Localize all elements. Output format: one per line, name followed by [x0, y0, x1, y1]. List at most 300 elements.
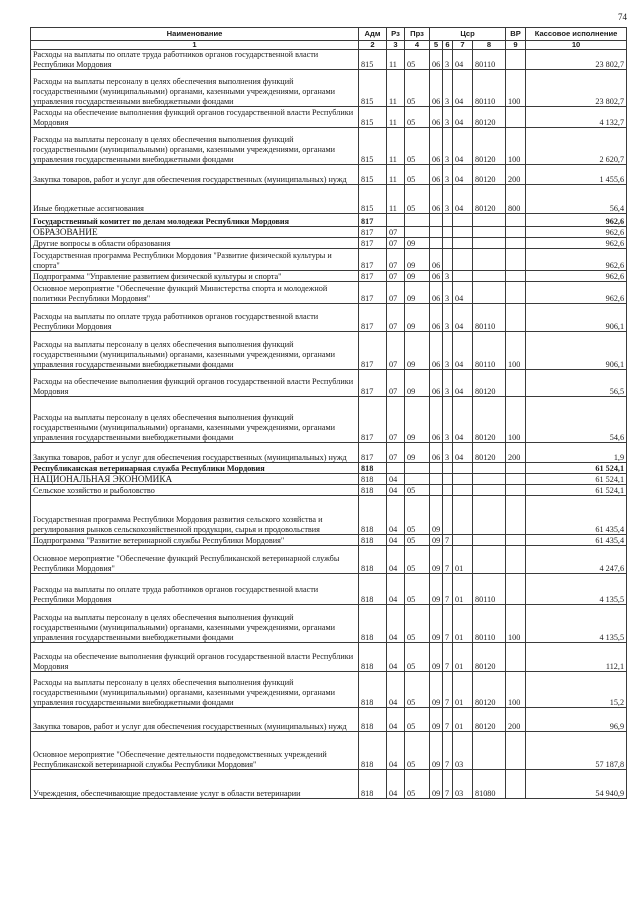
row-csr-subprogram: 3: [443, 165, 453, 185]
row-amount: 56,4: [526, 185, 627, 214]
row-prz: 09: [405, 304, 430, 332]
row-vr: [506, 643, 526, 672]
row-vr: [506, 535, 526, 546]
row-prz: [405, 474, 430, 485]
row-csr-program: 09: [430, 535, 443, 546]
row-csr-subprogram: 3: [443, 107, 453, 128]
row-name: Иные бюджетные ассигнования: [31, 185, 359, 214]
row-csr-subprogram: 7: [443, 546, 453, 574]
row-prz: 05: [405, 708, 430, 732]
row-amount: 61 435,4: [526, 535, 627, 546]
row-vr: [506, 50, 526, 70]
row-csr-subprogram: 3: [443, 185, 453, 214]
row-adm: 817: [359, 332, 387, 370]
row-rz: 11: [387, 165, 405, 185]
row-csr-program: 06: [430, 185, 443, 214]
row-amount: 962,6: [526, 227, 627, 238]
row-csr-program: 06: [430, 282, 443, 304]
row-name: Основное мероприятие "Обеспечение деятельности подведомственных учреждений Республиканской ветеринарной службы Республики Мордовия": [31, 732, 359, 770]
row-vr: [506, 271, 526, 282]
row-csr-direction: 80110: [473, 332, 506, 370]
row-csr-subprogram: 3: [443, 443, 453, 463]
row-csr-event: [453, 214, 473, 227]
row-name: Сельское хозяйство и рыболовство: [31, 485, 359, 496]
row-csr-direction: 80120: [473, 107, 506, 128]
row-rz: 07: [387, 271, 405, 282]
column-number: 1: [31, 41, 359, 50]
row-rz: 11: [387, 107, 405, 128]
row-rz: 07: [387, 397, 405, 443]
row-csr-event: [453, 496, 473, 535]
row-amount: 61 435,4: [526, 496, 627, 535]
row-csr-direction: [473, 732, 506, 770]
row-csr-event: 03: [453, 732, 473, 770]
row-csr-event: 01: [453, 574, 473, 605]
table-row: [31, 107, 627, 128]
row-csr-program: 09: [430, 672, 443, 708]
row-rz: 04: [387, 496, 405, 535]
row-csr-event: [453, 249, 473, 271]
row-csr-direction: [473, 214, 506, 227]
header-cash-execution: Кассовое исполнение: [526, 28, 627, 41]
row-rz: 04: [387, 643, 405, 672]
row-adm: 815: [359, 185, 387, 214]
row-csr-direction: 80120: [473, 643, 506, 672]
row-csr-event: [453, 485, 473, 496]
row-csr-program: 09: [430, 574, 443, 605]
row-csr-program: 06: [430, 107, 443, 128]
row-adm: 817: [359, 443, 387, 463]
row-prz: 09: [405, 332, 430, 370]
row-adm: 818: [359, 605, 387, 643]
table-row: [31, 282, 627, 304]
row-vr: 100: [506, 672, 526, 708]
row-name: Государственная программа Республики Мордовия "Развитие физической культуры и спорта": [31, 249, 359, 271]
row-name: Основное мероприятие "Обеспечение функций Министерства спорта и молодежной политики Республики Мордовия": [31, 282, 359, 304]
row-csr-event: 04: [453, 50, 473, 70]
row-vr: 100: [506, 397, 526, 443]
table-row: [31, 271, 627, 282]
row-csr-program: 06: [430, 370, 443, 397]
row-name: Расходы на выплаты по оплате труда работников органов государственной власти Республики Мордовия: [31, 50, 359, 70]
row-adm: 817: [359, 227, 387, 238]
row-prz: 05: [405, 165, 430, 185]
row-csr-program: 06: [430, 249, 443, 271]
row-rz: 07: [387, 282, 405, 304]
row-name: НАЦИОНАЛЬНАЯ ЭКОНОМИКА: [31, 474, 359, 485]
column-number: 10: [526, 41, 627, 50]
row-csr-event: [453, 227, 473, 238]
row-csr-program: 09: [430, 708, 443, 732]
row-name: Государственная программа Республики Мордовия развития сельского хозяйства и регулирования рынков сельскохозяйственной продукции, сырья и продовольствия: [31, 496, 359, 535]
page-number: 74: [618, 12, 627, 22]
row-rz: 07: [387, 238, 405, 249]
row-name: Закупка товаров, работ и услуг для обеспечения государственных (муниципальных) нужд: [31, 165, 359, 185]
row-rz: 07: [387, 370, 405, 397]
table-row: [31, 496, 627, 535]
row-csr-program: 09: [430, 643, 443, 672]
row-name: Другие вопросы в области образования: [31, 238, 359, 249]
row-amount: 61 524,1: [526, 474, 627, 485]
row-adm: 818: [359, 474, 387, 485]
row-csr-direction: [473, 496, 506, 535]
row-rz: 04: [387, 732, 405, 770]
row-name: Расходы на обеспечение выполнения функций органов государственной власти Республики Мордовия: [31, 370, 359, 397]
row-adm: 818: [359, 672, 387, 708]
row-vr: [506, 485, 526, 496]
row-vr: [506, 370, 526, 397]
row-vr: [506, 574, 526, 605]
row-csr-event: 04: [453, 128, 473, 165]
row-adm: 815: [359, 165, 387, 185]
row-amount: 962,6: [526, 214, 627, 227]
row-csr-event: [453, 271, 473, 282]
row-prz: 09: [405, 370, 430, 397]
row-csr-event: 04: [453, 185, 473, 214]
row-csr-program: 09: [430, 770, 443, 799]
row-csr-subprogram: 3: [443, 282, 453, 304]
table-row: [31, 397, 627, 443]
row-csr-event: 04: [453, 332, 473, 370]
row-name: Основное мероприятие "Обеспечение функций Республиканской ветеринарной службы Республики Мордовия": [31, 546, 359, 574]
row-prz: 05: [405, 185, 430, 214]
row-rz: 07: [387, 332, 405, 370]
row-prz: 05: [405, 535, 430, 546]
row-csr-event: 01: [453, 546, 473, 574]
row-adm: 815: [359, 128, 387, 165]
row-csr-subprogram: [443, 214, 453, 227]
table-row: [31, 546, 627, 574]
row-adm: 818: [359, 496, 387, 535]
row-amount: 23 802,7: [526, 50, 627, 70]
row-rz: 11: [387, 128, 405, 165]
row-csr-program: 09: [430, 732, 443, 770]
row-csr-subprogram: 3: [443, 332, 453, 370]
row-rz: 04: [387, 770, 405, 799]
row-csr-event: [453, 463, 473, 474]
row-csr-event: 04: [453, 370, 473, 397]
column-number: 6: [443, 41, 453, 50]
row-adm: 817: [359, 282, 387, 304]
row-vr: [506, 732, 526, 770]
row-csr-event: 01: [453, 708, 473, 732]
column-number: 5: [430, 41, 443, 50]
row-rz: 07: [387, 443, 405, 463]
row-csr-subprogram: 7: [443, 732, 453, 770]
row-prz: 05: [405, 107, 430, 128]
row-csr-program: 06: [430, 271, 443, 282]
row-rz: 04: [387, 546, 405, 574]
row-amount: 56,5: [526, 370, 627, 397]
row-vr: [506, 474, 526, 485]
row-prz: 05: [405, 546, 430, 574]
row-csr-direction: 80110: [473, 304, 506, 332]
row-name: Подпрограмма "Управление развитием физической культуры и спорта": [31, 271, 359, 282]
row-vr: [506, 249, 526, 271]
row-vr: 100: [506, 605, 526, 643]
row-amount: 4 135,5: [526, 605, 627, 643]
row-csr-program: [430, 485, 443, 496]
row-adm: 815: [359, 107, 387, 128]
header-csr: Цср: [430, 28, 506, 41]
row-csr-direction: 80110: [473, 70, 506, 107]
column-number: 9: [506, 41, 526, 50]
row-csr-program: 06: [430, 50, 443, 70]
row-rz: 07: [387, 227, 405, 238]
row-vr: [506, 238, 526, 249]
row-csr-program: [430, 238, 443, 249]
row-adm: 817: [359, 304, 387, 332]
row-adm: 818: [359, 770, 387, 799]
row-adm: 818: [359, 463, 387, 474]
row-prz: 09: [405, 249, 430, 271]
row-name: Расходы на обеспечение выполнения функций органов государственной власти Республики Мордовия: [31, 643, 359, 672]
row-csr-event: 04: [453, 70, 473, 107]
row-adm: 818: [359, 574, 387, 605]
header-prz: Прз: [405, 28, 430, 41]
row-rz: 04: [387, 474, 405, 485]
row-prz: 05: [405, 672, 430, 708]
row-prz: 05: [405, 605, 430, 643]
row-rz: 04: [387, 535, 405, 546]
row-amount: 1,9: [526, 443, 627, 463]
row-prz: 09: [405, 238, 430, 249]
row-name: Расходы на выплаты персоналу в целях обеспечения выполнения функций государственными (муниципальными) органами, казенными учреждениями, органами управления государственными внебюджетными фондами: [31, 332, 359, 370]
row-amount: 54,6: [526, 397, 627, 443]
row-csr-program: 06: [430, 443, 443, 463]
row-prz: [405, 227, 430, 238]
row-csr-direction: 80120: [473, 128, 506, 165]
row-csr-program: [430, 214, 443, 227]
row-amount: 962,6: [526, 238, 627, 249]
row-csr-subprogram: [443, 485, 453, 496]
row-amount: 962,6: [526, 249, 627, 271]
row-csr-direction: [473, 474, 506, 485]
row-csr-subprogram: [443, 463, 453, 474]
table-body: [31, 50, 627, 799]
row-adm: 815: [359, 50, 387, 70]
column-number-row: [31, 41, 627, 50]
row-csr-program: 06: [430, 70, 443, 107]
row-adm: 817: [359, 370, 387, 397]
row-csr-subprogram: 7: [443, 708, 453, 732]
row-name: Закупка товаров, работ и услуг для обеспечения государственных (муниципальных) нужд: [31, 708, 359, 732]
row-amount: 15,2: [526, 672, 627, 708]
table-row: [31, 672, 627, 708]
row-vr: [506, 463, 526, 474]
table-row: [31, 535, 627, 546]
row-csr-subprogram: 7: [443, 643, 453, 672]
header-adm: Адм: [359, 28, 387, 41]
row-vr: 100: [506, 332, 526, 370]
table-row: [31, 605, 627, 643]
row-name: Расходы на обеспечение выполнения функций органов государственной власти Республики Мордовия: [31, 107, 359, 128]
row-csr-subprogram: 3: [443, 304, 453, 332]
row-csr-direction: 80120: [473, 443, 506, 463]
row-prz: 05: [405, 770, 430, 799]
row-rz: 11: [387, 50, 405, 70]
row-csr-event: 04: [453, 397, 473, 443]
row-csr-program: 06: [430, 304, 443, 332]
row-vr: [506, 546, 526, 574]
row-prz: 09: [405, 271, 430, 282]
row-csr-direction: 80110: [473, 605, 506, 643]
row-rz: 07: [387, 304, 405, 332]
row-csr-direction: [473, 535, 506, 546]
row-name: Расходы на выплаты персоналу в целях обеспечения выполнения функций государственными (муниципальными) органами, казенными учреждениями, органами управления государственными внебюджетными фондами: [31, 128, 359, 165]
table-row: [31, 770, 627, 799]
row-vr: 200: [506, 443, 526, 463]
table-row: [31, 732, 627, 770]
row-vr: 800: [506, 185, 526, 214]
row-prz: 05: [405, 496, 430, 535]
row-name: Расходы на выплаты персоналу в целях обеспечения выполнения функций государственными (муниципальными) органами, казенными учреждениями, органами управления государственными внебюджетными фондами: [31, 605, 359, 643]
row-csr-event: 01: [453, 643, 473, 672]
table-row: [31, 128, 627, 165]
row-prz: 09: [405, 443, 430, 463]
row-csr-event: [453, 535, 473, 546]
row-csr-subprogram: 7: [443, 770, 453, 799]
table-row: [31, 70, 627, 107]
row-name: Республиканская ветеринарная служба Республики Мордовия: [31, 463, 359, 474]
row-csr-program: 09: [430, 546, 443, 574]
row-csr-event: 04: [453, 282, 473, 304]
row-csr-direction: 80120: [473, 708, 506, 732]
row-csr-direction: 80120: [473, 185, 506, 214]
row-csr-event: [453, 474, 473, 485]
row-adm: 817: [359, 214, 387, 227]
row-csr-direction: 80110: [473, 50, 506, 70]
row-csr-direction: [473, 546, 506, 574]
row-csr-program: [430, 474, 443, 485]
row-prz: 09: [405, 282, 430, 304]
row-amount: 962,6: [526, 271, 627, 282]
table-row: [31, 370, 627, 397]
table-row: [31, 474, 627, 485]
header-name: Наименование: [31, 28, 359, 41]
row-prz: 05: [405, 70, 430, 107]
row-vr: [506, 496, 526, 535]
row-adm: 818: [359, 485, 387, 496]
row-vr: [506, 282, 526, 304]
row-name: Учреждения, обеспечивающие предоставление услуг в области ветеринарии: [31, 770, 359, 799]
row-amount: 1 455,6: [526, 165, 627, 185]
row-amount: 61 524,1: [526, 485, 627, 496]
row-adm: 817: [359, 397, 387, 443]
row-name: Расходы на выплаты по оплате труда работников органов государственной власти Республики Мордовия: [31, 574, 359, 605]
row-csr-direction: 80120: [473, 672, 506, 708]
row-vr: [506, 770, 526, 799]
row-csr-subprogram: 3: [443, 70, 453, 107]
row-amount: 4 132,7: [526, 107, 627, 128]
row-csr-program: 06: [430, 397, 443, 443]
row-adm: 818: [359, 643, 387, 672]
row-csr-subprogram: [443, 249, 453, 271]
column-number: 2: [359, 41, 387, 50]
row-amount: 57 187,8: [526, 732, 627, 770]
row-amount: 4 135,5: [526, 574, 627, 605]
row-prz: 05: [405, 732, 430, 770]
row-name: Расходы на выплаты по оплате труда работников органов государственной власти Республики Мордовия: [31, 304, 359, 332]
row-csr-subprogram: 3: [443, 370, 453, 397]
row-csr-direction: 80120: [473, 370, 506, 397]
row-amount: 61 524,1: [526, 463, 627, 474]
row-csr-subprogram: 7: [443, 672, 453, 708]
row-csr-event: [453, 238, 473, 249]
row-name: Закупка товаров, работ и услуг для обеспечения государственных (муниципальных) нужд: [31, 443, 359, 463]
row-rz: 11: [387, 185, 405, 214]
row-name: Государственный комитет по делам молодежи Республики Мордовия: [31, 214, 359, 227]
row-csr-program: 06: [430, 332, 443, 370]
row-csr-program: 09: [430, 496, 443, 535]
row-adm: 818: [359, 732, 387, 770]
row-csr-direction: 80120: [473, 397, 506, 443]
row-vr: 200: [506, 165, 526, 185]
row-csr-subprogram: [443, 496, 453, 535]
table-row: [31, 50, 627, 70]
row-rz: 07: [387, 249, 405, 271]
row-amount: 962,6: [526, 282, 627, 304]
row-csr-subprogram: 7: [443, 574, 453, 605]
table-row: [31, 643, 627, 672]
row-amount: 4 247,6: [526, 546, 627, 574]
column-number: 8: [473, 41, 506, 50]
row-prz: 05: [405, 574, 430, 605]
row-csr-program: [430, 463, 443, 474]
row-prz: [405, 463, 430, 474]
row-csr-direction: 80120: [473, 165, 506, 185]
row-csr-event: 04: [453, 443, 473, 463]
table-row: [31, 185, 627, 214]
table-row: [31, 304, 627, 332]
row-prz: 05: [405, 128, 430, 165]
row-vr: 100: [506, 128, 526, 165]
row-csr-program: 06: [430, 165, 443, 185]
row-name: Подпрограмма "Развитие ветеринарной службы Республики Мордовия": [31, 535, 359, 546]
table-row: [31, 214, 627, 227]
row-rz: 11: [387, 70, 405, 107]
row-csr-event: 04: [453, 107, 473, 128]
row-csr-subprogram: 3: [443, 397, 453, 443]
row-csr-direction: 80110: [473, 574, 506, 605]
row-prz: 09: [405, 397, 430, 443]
table-row: [31, 249, 627, 271]
row-vr: [506, 304, 526, 332]
row-name: Расходы на выплаты персоналу в целях обеспечения выполнения функций государственными (муниципальными) органами, казенными учреждениями, органами управления государственными внебюджетными фондами: [31, 70, 359, 107]
row-prz: 05: [405, 643, 430, 672]
row-amount: 906,1: [526, 304, 627, 332]
row-csr-direction: [473, 227, 506, 238]
table-row: [31, 708, 627, 732]
row-csr-subprogram: 7: [443, 605, 453, 643]
row-csr-subprogram: 3: [443, 128, 453, 165]
row-csr-program: 06: [430, 128, 443, 165]
row-rz: 04: [387, 574, 405, 605]
row-amount: 96,9: [526, 708, 627, 732]
row-csr-event: 04: [453, 165, 473, 185]
row-csr-direction: [473, 249, 506, 271]
row-adm: 817: [359, 271, 387, 282]
row-name: ОБРАЗОВАНИЕ: [31, 227, 359, 238]
row-vr: [506, 214, 526, 227]
row-adm: 818: [359, 546, 387, 574]
row-csr-program: 09: [430, 605, 443, 643]
row-csr-direction: [473, 463, 506, 474]
table-row: [31, 463, 627, 474]
table-header-row: [31, 28, 627, 41]
table-row: [31, 227, 627, 238]
row-csr-subprogram: [443, 474, 453, 485]
